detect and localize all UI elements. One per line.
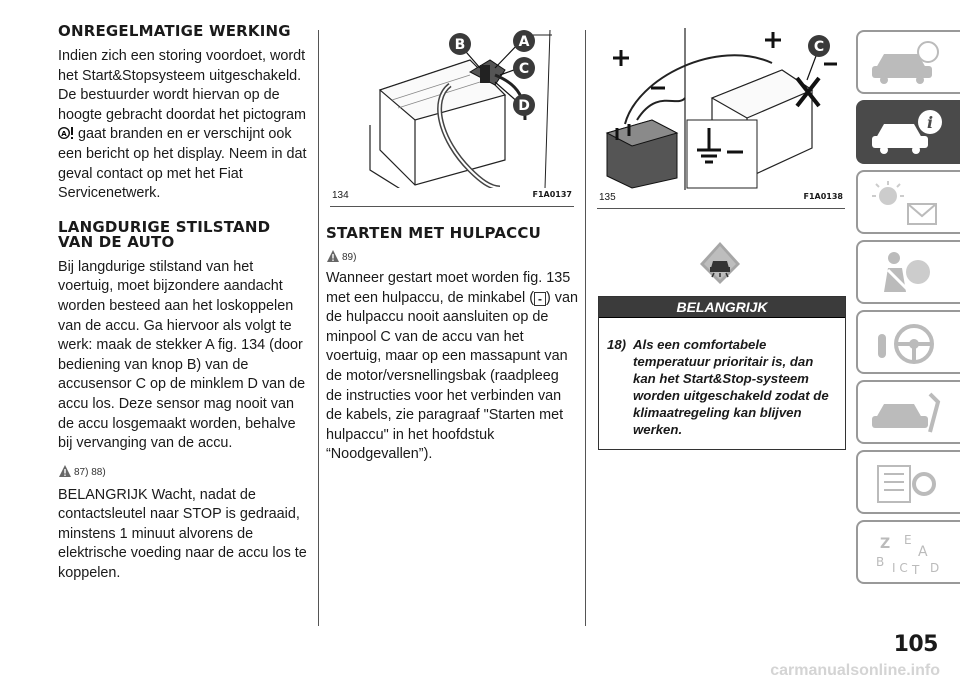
figure-code: F1A0137 bbox=[532, 190, 572, 199]
paragraph-standstill: Bij langdurige stilstand van het voertuig, moet bijzondere aandacht worden besteed aan het loskoppelen van de accu. Ga hiervoor als volgt te werk: maak de stekker A fig. 134 (door bediening van knop B) van de accusensor C op de minklem D van de accu los. Deze sensor mag nooit van de accu losgemaakt worden, behalve bij vervanging van de accu. bbox=[58, 258, 306, 452]
column-separator bbox=[318, 30, 319, 626]
label-c: C bbox=[813, 39, 825, 55]
heading-irregular-operation: ONREGELMATIGE WERKING bbox=[58, 22, 291, 40]
tab-in-an-emergency[interactable] bbox=[856, 380, 960, 444]
tab-knowing-your-car[interactable] bbox=[856, 30, 960, 94]
minus-cable-symbol: - bbox=[534, 292, 546, 306]
svg-text:B: B bbox=[876, 555, 885, 569]
tab-knowing-the-instrument-panel[interactable] bbox=[856, 100, 960, 164]
label-c: C bbox=[518, 61, 530, 77]
label-d: D bbox=[518, 98, 530, 114]
warning-triangle-icon bbox=[326, 249, 340, 263]
paragraph-text: ) van de hulpaccu nooit aansluiten op de minpool C van de accu van het voertuig, maar op een massapunt van de motor/versnellingsbak (raadpleeg de instructies voor het verbinden van de kabels, zie paragraaf "Starten met hulpaccu" in het hoofdstuk “Noodgevallen”). bbox=[326, 289, 578, 463]
column-2 bbox=[326, 226, 578, 465]
notice-number: 18) bbox=[607, 337, 627, 352]
watermark: carmanualsonline.info bbox=[770, 662, 940, 679]
warning-reference-text: 89) bbox=[342, 252, 357, 263]
road-warning-sign-icon bbox=[698, 240, 742, 286]
important-notice-box bbox=[598, 296, 846, 450]
figure-number: 134 bbox=[332, 190, 349, 201]
alphabetical-index-icon bbox=[868, 528, 948, 578]
column-1 bbox=[58, 24, 308, 584]
safety-airbag-icon bbox=[868, 248, 948, 298]
svg-text:A: A bbox=[918, 544, 928, 560]
important-notice-body bbox=[599, 318, 845, 438]
figure-134-caption bbox=[332, 190, 572, 201]
label-a: A bbox=[518, 34, 530, 50]
important-notice-title: BELANGRIJK bbox=[599, 297, 845, 318]
figure-135-caption bbox=[599, 192, 843, 203]
paragraph-jump-start bbox=[326, 269, 578, 465]
svg-text:i: i bbox=[926, 113, 934, 132]
tab-technical-specifications[interactable] bbox=[856, 520, 960, 584]
figure-number: 135 bbox=[599, 192, 616, 203]
page-number: 105 bbox=[893, 632, 938, 657]
figure-code: F1A0138 bbox=[803, 192, 843, 201]
warning-reference-text: 87) 88) bbox=[74, 466, 106, 478]
paragraph-text: gaat branden en er verschijnt ook een bericht op het display. Neem in dat geval contact op met het Fiat Servicenetwerk. bbox=[58, 126, 307, 202]
paragraph-text: Indien zich een storing voordoet, wordt het Start&Stopsysteem uitgeschakeld. De bestuurder wordt hiervan op de hoogte gebracht doordat het pictogram bbox=[58, 48, 307, 123]
column-separator bbox=[585, 30, 586, 626]
svg-text:D: D bbox=[930, 561, 940, 575]
heading-jump-start: STARTEN MET HULPACCU bbox=[326, 224, 541, 242]
jump-start-illustration bbox=[597, 28, 845, 190]
label-b: B bbox=[454, 37, 466, 53]
svg-text:I C: I C bbox=[892, 561, 908, 575]
figure-134 bbox=[330, 30, 575, 188]
car-info-icon bbox=[868, 108, 948, 158]
steering-wheel-icon bbox=[868, 318, 948, 368]
notice-text: Als een comfortabele temperatuur prioritair is, dan kan het Start&Stop-systeem worden uitgeschakeld zodat de klimaatregeling kan blijven werken. bbox=[633, 337, 829, 437]
maintenance-list-icon bbox=[868, 458, 948, 508]
heading-long-standstill: LANGDURIGE STILSTAND VAN DE AUTO bbox=[58, 217, 271, 251]
tab-lights-and-messages[interactable] bbox=[856, 170, 960, 234]
start-stop-warning-icon bbox=[58, 126, 74, 140]
paragraph-text: Wanneer gestart moet worden fig. 135 met een hulpaccu, de minkabel ( bbox=[326, 270, 571, 306]
battery-sensor-illustration bbox=[330, 30, 575, 188]
tab-safety[interactable] bbox=[856, 240, 960, 304]
svg-text:A: A bbox=[61, 130, 67, 139]
paragraph-important-wait: BELANGRIJK Wacht, nadat de contactsleutel naar STOP is gedraaid, minstens 1 minuut alvorens de elektrische voeding naar de accu los te koppelen. bbox=[58, 486, 307, 582]
warning-reference bbox=[326, 245, 578, 263]
figure-rule bbox=[597, 208, 845, 209]
car-service-icon bbox=[868, 388, 948, 438]
figure-135 bbox=[597, 28, 845, 190]
tab-starting-and-driving[interactable] bbox=[856, 310, 960, 374]
svg-text:Z: Z bbox=[880, 536, 891, 552]
warning-reference bbox=[58, 460, 308, 478]
svg-text:E: E bbox=[904, 533, 912, 547]
tab-maintenance-and-care[interactable] bbox=[856, 450, 960, 514]
warning-triangle-icon bbox=[58, 464, 72, 478]
svg-text:T: T bbox=[912, 563, 920, 577]
lights-message-icon bbox=[868, 178, 948, 228]
paragraph-malfunction bbox=[58, 47, 308, 204]
car-dashboard-icon bbox=[868, 38, 948, 88]
figure-rule bbox=[330, 206, 574, 207]
